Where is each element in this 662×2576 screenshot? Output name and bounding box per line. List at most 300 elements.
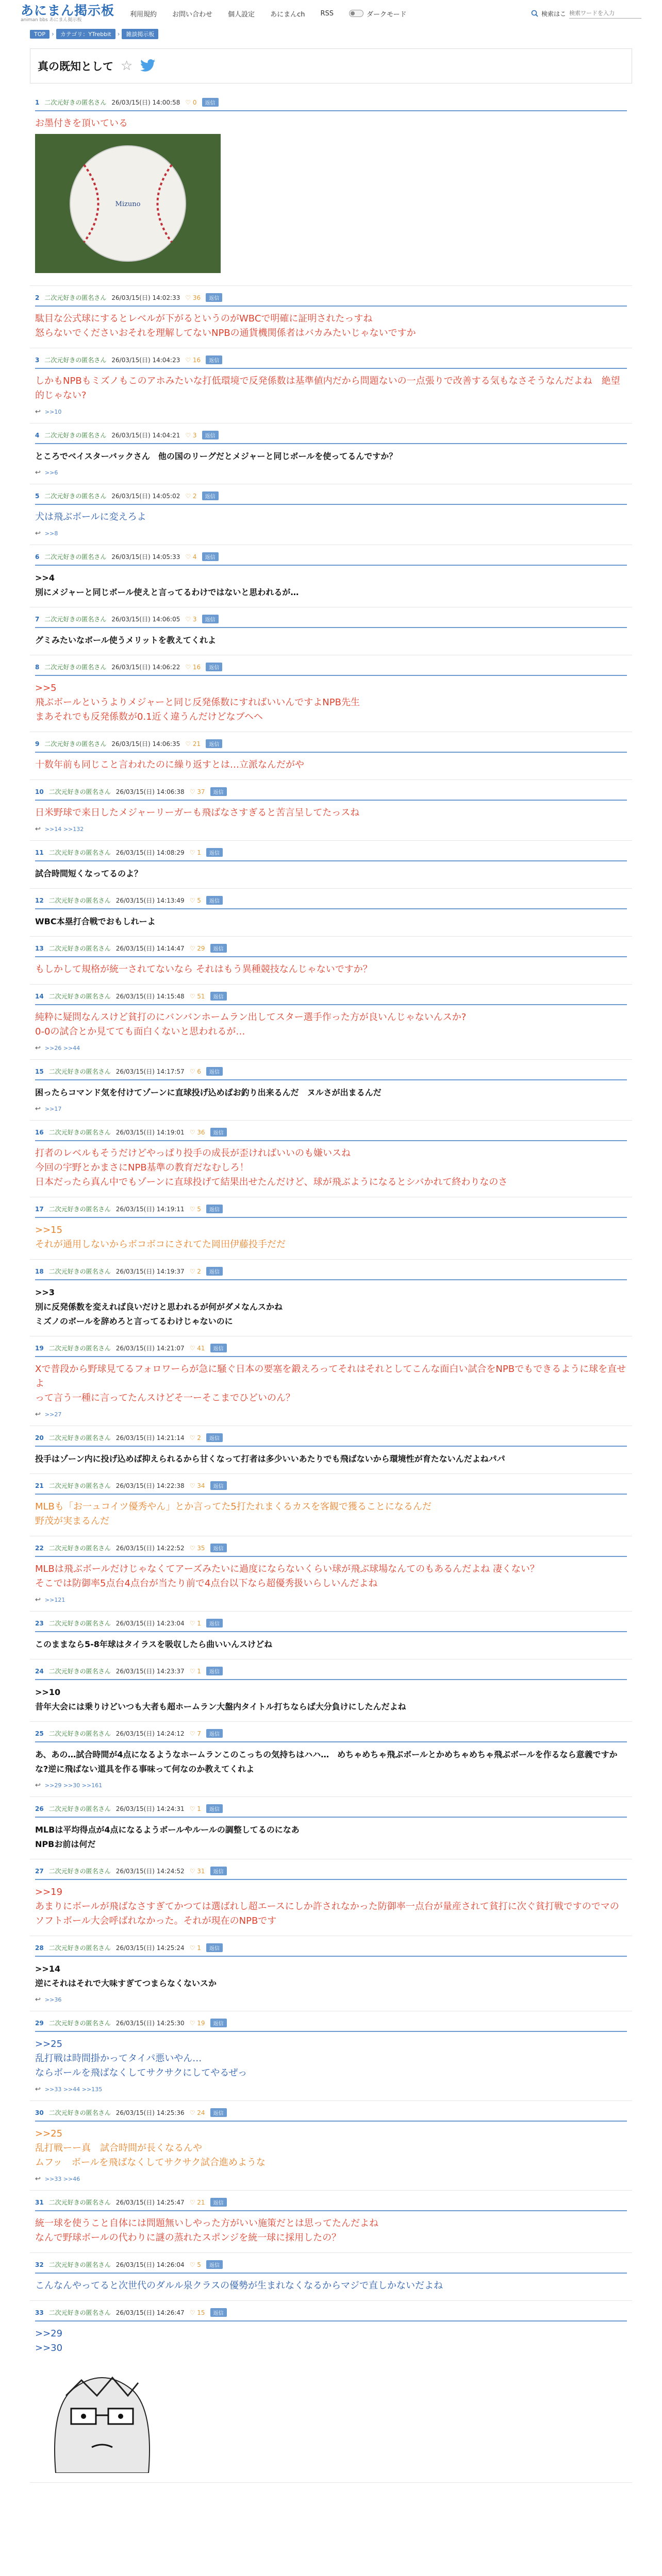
post-number[interactable]: 7 xyxy=(35,615,40,623)
post-number[interactable]: 4 xyxy=(35,431,40,439)
post-date: 26/03/15(日) 14:22:38 xyxy=(115,1482,185,1489)
post-number[interactable]: 33 xyxy=(35,2309,44,2316)
post-date: 26/03/15(日) 14:21:14 xyxy=(115,1434,185,1442)
reply-icon: ↩ xyxy=(35,408,41,416)
poster-name: 二次元好きの匿名さん xyxy=(44,432,107,439)
post-meta xyxy=(35,992,627,1005)
like-count: 21 xyxy=(197,2198,205,2206)
post-number[interactable]: 12 xyxy=(35,896,44,904)
like-button[interactable] xyxy=(190,2261,201,2268)
like-button[interactable] xyxy=(185,357,201,364)
reply-links[interactable]: >>10 xyxy=(44,409,62,415)
post-number[interactable]: 5 xyxy=(35,492,40,500)
reply-links[interactable]: >>29 >>30 >>161 xyxy=(44,1782,103,1789)
like-count: 1 xyxy=(197,1805,201,1812)
poster-name: 二次元好きの匿名さん xyxy=(48,1129,111,1136)
heart-icon: ♡ xyxy=(185,740,193,748)
search-input[interactable] xyxy=(569,8,641,19)
like-button[interactable] xyxy=(190,2020,205,2027)
post-date: 26/03/15(日) 14:02:33 xyxy=(111,294,180,301)
poster-name: 二次元好きの匿名さん xyxy=(48,945,111,952)
reply-button[interactable]: 返信 xyxy=(202,615,219,623)
heart-icon: ♡ xyxy=(189,992,197,1000)
poster-name: 二次元好きの匿名さん xyxy=(44,664,107,671)
post-body: 犬は飛ぶボールに変えろよ xyxy=(35,512,146,522)
post-meta xyxy=(35,848,627,861)
poster-name: 二次元好きの匿名さん xyxy=(48,1868,111,1875)
like-button[interactable] xyxy=(190,1129,205,1136)
like-button[interactable] xyxy=(190,2109,205,2116)
post-number[interactable]: 23 xyxy=(35,1619,44,1627)
nav-settings[interactable]: 個人設定 xyxy=(228,10,255,19)
like-button[interactable] xyxy=(190,1868,205,1875)
heart-icon: ♡ xyxy=(189,1805,197,1812)
poster-name: 二次元好きの匿名さん xyxy=(44,357,107,364)
heart-icon: ♡ xyxy=(185,356,193,364)
dark-mode-label: ダークモード xyxy=(367,10,407,19)
post-date: 26/03/15(日) 14:19:01 xyxy=(115,1129,185,1136)
post-number[interactable]: 14 xyxy=(35,992,44,1000)
post-meta xyxy=(35,552,627,566)
heart-icon: ♡ xyxy=(185,663,193,671)
like-count: 5 xyxy=(197,896,201,904)
like-button[interactable] xyxy=(190,849,201,856)
post-body: グミみたいなボール使うメリットを教えてくれよ xyxy=(35,635,217,645)
post-date: 26/03/15(日) 14:17:57 xyxy=(115,1068,185,1075)
heart-icon: ♡ xyxy=(189,2198,197,2206)
poster-name: 二次元好きの匿名さん xyxy=(48,2109,111,2116)
heart-icon: ♡ xyxy=(189,944,197,952)
nav-rss[interactable]: RSS xyxy=(320,9,334,18)
poster-name: 二次元好きの匿名さん xyxy=(48,849,111,856)
like-button[interactable] xyxy=(185,432,196,439)
post-body: 打者のレベルもそうだけどやっぱり投手の成長が歪ければいいのも嫌いスね 今回の宇野とかまさにNPB基準の教育だなむしろ！ 日本だったら真ん中でもゾーンに直球投げて結果出せたんだけど、球が飛ぶようになるとシバかれて終わりなのさ xyxy=(35,1148,508,1188)
twitter-icon[interactable] xyxy=(140,59,156,73)
heart-icon: ♡ xyxy=(189,849,197,856)
post-meta xyxy=(35,1433,627,1447)
site-logo[interactable] xyxy=(21,4,114,23)
like-button[interactable] xyxy=(190,1620,201,1627)
post-date: 26/03/15(日) 14:13:49 xyxy=(115,897,185,904)
reply-button[interactable]: 返信 xyxy=(206,1267,223,1276)
poster-name: 二次元好きの匿名さん xyxy=(48,1730,111,1737)
nav-animanch[interactable]: あにまんch xyxy=(270,10,305,19)
post xyxy=(30,545,632,607)
post-date: 26/03/15(日) 14:15:48 xyxy=(115,993,185,1000)
post-body: 駄目な公式球にするとレベルが下がるというのがWBCで明確に証明されたっすね 怒らないでくださいおそれを理解してないNPBの通貨機関係者はバカみたいじゃないですか xyxy=(35,313,416,338)
post-body: WBC本塁打合戦でおもしれーよ xyxy=(35,917,156,926)
post-number[interactable]: 28 xyxy=(35,1944,44,1952)
post-number[interactable]: 25 xyxy=(35,1730,44,1737)
heart-icon: ♡ xyxy=(189,1482,197,1489)
post-date: 26/03/15(日) 14:24:31 xyxy=(115,1805,185,1812)
post-date: 26/03/15(日) 14:22:52 xyxy=(115,1545,185,1552)
poster-name: 二次元好きの匿名さん xyxy=(48,1620,111,1627)
post-number[interactable]: 13 xyxy=(35,944,44,952)
reply-button[interactable]: 返信 xyxy=(206,293,222,302)
post-date: 26/03/15(日) 14:25:47 xyxy=(115,2199,185,2206)
reply-icon: ↩ xyxy=(35,825,41,833)
dark-mode-toggle[interactable] xyxy=(349,9,406,19)
like-count: 24 xyxy=(197,2109,205,2116)
breadcrumb-category[interactable]: カテゴリ：YTrebbit xyxy=(56,29,115,39)
like-count: 1 xyxy=(197,1619,201,1627)
poster-name: 二次元好きの匿名さん xyxy=(48,1206,111,1213)
post-body: >>25 乱打戦は時間掛かってタイパ悪いやん… ならボールを飛ばなくしてサクサクにしてやるぜっ xyxy=(35,2039,247,2078)
like-button[interactable] xyxy=(190,2199,205,2206)
like-button[interactable] xyxy=(185,664,201,671)
reply-button[interactable]: 返信 xyxy=(210,1867,227,1875)
reply-refs xyxy=(35,1776,627,1789)
search-box xyxy=(531,8,641,19)
like-button[interactable] xyxy=(190,1545,205,1552)
heart-icon: ♡ xyxy=(189,1344,197,1352)
post-number[interactable]: 21 xyxy=(35,1482,44,1489)
heart-icon: ♡ xyxy=(189,1867,197,1875)
like-count: 2 xyxy=(197,1434,201,1442)
reply-icon: ↩ xyxy=(35,2086,41,2093)
post-date: 26/03/15(日) 14:21:07 xyxy=(115,1345,185,1352)
reply-links[interactable]: >>36 xyxy=(44,1996,62,2003)
like-count: 3 xyxy=(192,615,197,623)
post-number[interactable]: 6 xyxy=(35,553,40,561)
post-date: 26/03/15(日) 14:06:22 xyxy=(111,664,180,671)
post-meta xyxy=(35,431,627,444)
like-count: 19 xyxy=(197,2019,205,2027)
post-date: 26/03/15(日) 14:14:47 xyxy=(115,945,185,952)
reply-button[interactable]: 返信 xyxy=(210,944,227,953)
reply-button[interactable]: 返信 xyxy=(202,431,219,439)
reply-button[interactable]: 返信 xyxy=(210,2019,227,2027)
post xyxy=(30,1536,632,1612)
post xyxy=(30,286,632,348)
like-button[interactable] xyxy=(190,945,205,952)
poster-name: 二次元好きの匿名さん xyxy=(48,993,111,1000)
post-meta xyxy=(35,1267,627,1280)
nav-terms[interactable]: 利用規約 xyxy=(130,10,157,19)
reply-links[interactable]: >>8 xyxy=(44,530,58,537)
like-button[interactable] xyxy=(190,1944,201,1952)
post-number[interactable]: 17 xyxy=(35,1205,44,1213)
post xyxy=(30,1659,632,1722)
like-count: 1 xyxy=(197,849,201,856)
post-body: >>5 飛ぶボールというよりメジャーと同じ反発係数にすればいいんですよNPB先生 まあそれでも反発係数が0.1近く違うんだけどなブヘヘ xyxy=(35,683,360,722)
post-date: 26/03/15(日) 14:24:12 xyxy=(115,1730,185,1737)
reply-button[interactable]: 返信 xyxy=(210,2198,227,2207)
reply-links[interactable]: >>17 xyxy=(44,1106,62,1112)
poster-name: 二次元好きの匿名さん xyxy=(48,897,111,904)
post-meta xyxy=(35,896,627,909)
post-number[interactable]: 1 xyxy=(35,98,40,106)
post xyxy=(30,985,632,1060)
post-number[interactable]: 11 xyxy=(35,849,44,856)
post-body: 日米野球で来日したメジャーリーガーも飛ばなさすぎると苦言呈してたっスね xyxy=(35,807,360,818)
like-button[interactable] xyxy=(190,2309,205,2316)
reply-button[interactable]: 返信 xyxy=(206,1729,223,1738)
reply-button[interactable]: 返信 xyxy=(206,896,223,905)
post xyxy=(30,2253,632,2301)
reply-button[interactable]: 返信 xyxy=(210,2308,227,2317)
reply-links[interactable]: >>33 >>44 >>135 xyxy=(44,2086,103,2093)
post xyxy=(30,655,632,732)
poster-name: 二次元好きの匿名さん xyxy=(48,1268,111,1275)
post-body: >>10 昔年大会には乗りけどいつも大者も超ホームラン大盤内タイトル打ちならば大分負けにしたんだよね xyxy=(35,1687,406,1711)
like-button[interactable] xyxy=(190,1805,201,1812)
heart-icon: ♡ xyxy=(189,1667,197,1675)
reply-button[interactable]: 返信 xyxy=(206,739,222,748)
reply-links[interactable]: >>26 >>44 xyxy=(44,1045,80,1052)
heart-icon: ♡ xyxy=(189,1205,197,1213)
reply-button[interactable]: 返信 xyxy=(206,355,222,364)
reply-button[interactable]: 返信 xyxy=(202,552,219,561)
reply-button[interactable]: 返信 xyxy=(206,1205,223,1213)
reply-links[interactable]: >>14 >>132 xyxy=(44,826,84,833)
post-meta xyxy=(35,2308,627,2321)
post-body: MLBも「お一ュコイツ優秀やん」とか言ってた5打たれまくるカスを客観で獲ることになるんだ 野茂が実まるんだ xyxy=(35,1501,432,1527)
post-number[interactable]: 20 xyxy=(35,1434,44,1442)
post-number[interactable]: 2 xyxy=(35,294,40,301)
like-button[interactable] xyxy=(190,1482,205,1489)
reply-refs xyxy=(35,1100,627,1113)
reply-icon: ↩ xyxy=(35,2175,41,2183)
reply-button[interactable]: 返信 xyxy=(210,992,227,1001)
poster-name: 二次元好きの匿名さん xyxy=(48,1545,111,1552)
post-meta xyxy=(35,2260,627,2274)
post-body: 十数年前も同じこと言われたのに繰り返すとは…立派なんだがや xyxy=(35,759,304,770)
post-meta xyxy=(35,1544,627,1557)
heart-icon: ♡ xyxy=(189,1730,197,1737)
post-meta xyxy=(35,98,627,111)
reply-refs xyxy=(35,1591,627,1604)
reply-refs xyxy=(35,403,627,416)
reply-refs xyxy=(35,1039,627,1052)
star-icon[interactable]: ☆ xyxy=(121,58,133,74)
like-button[interactable] xyxy=(190,1730,201,1737)
post-meta xyxy=(35,1867,627,1880)
like-count: 35 xyxy=(197,1544,205,1552)
post-number[interactable]: 8 xyxy=(35,663,40,671)
heart-icon: ♡ xyxy=(189,1128,197,1136)
heart-icon: ♡ xyxy=(185,431,193,439)
like-count: 31 xyxy=(197,1867,205,1875)
post xyxy=(30,1121,632,1197)
like-button[interactable] xyxy=(190,1434,201,1442)
reply-button[interactable]: 返信 xyxy=(206,848,223,857)
like-count: 3 xyxy=(192,431,197,439)
like-button[interactable] xyxy=(185,740,201,748)
post-number[interactable]: 22 xyxy=(35,1544,44,1552)
search-icon[interactable] xyxy=(531,10,538,17)
reply-button[interactable]: 返信 xyxy=(210,2108,227,2117)
heart-icon: ♡ xyxy=(185,294,193,301)
post xyxy=(30,2191,632,2253)
post-number[interactable]: 24 xyxy=(35,1667,44,1675)
like-count: 21 xyxy=(192,740,201,748)
like-button[interactable] xyxy=(185,493,196,500)
post-date: 26/03/15(日) 14:06:05 xyxy=(111,616,180,623)
reply-icon: ↩ xyxy=(35,1105,41,1113)
reply-refs xyxy=(35,2080,627,2093)
post-number[interactable]: 30 xyxy=(35,2109,44,2116)
breadcrumb-separator-icon: › xyxy=(52,30,54,38)
post-meta xyxy=(35,1804,627,1818)
reply-button[interactable]: 返信 xyxy=(206,1943,223,1952)
post-number[interactable]: 19 xyxy=(35,1344,44,1352)
like-button[interactable] xyxy=(190,1668,201,1675)
reply-button[interactable]: 返信 xyxy=(210,1481,227,1490)
reply-links[interactable]: >>27 xyxy=(44,1411,62,1418)
logo-title: あにまん掲示板 xyxy=(21,3,115,18)
breadcrumb-board[interactable]: 雑談掲示板 xyxy=(122,29,158,39)
heart-icon: ♡ xyxy=(189,1544,197,1552)
post xyxy=(30,2101,632,2191)
poster-name: 二次元好きの匿名さん xyxy=(48,1068,111,1075)
post-meta xyxy=(35,1481,627,1495)
toggle-switch-icon[interactable] xyxy=(349,10,363,17)
like-count: 16 xyxy=(192,663,201,671)
reply-button[interactable]: 返信 xyxy=(206,1067,223,1076)
poster-name: 二次元好きの匿名さん xyxy=(44,99,107,106)
reply-button[interactable]: 返信 xyxy=(206,1667,223,1675)
post-number[interactable]: 9 xyxy=(35,740,40,748)
like-button[interactable] xyxy=(185,553,196,561)
like-button[interactable] xyxy=(190,1345,205,1352)
reply-button[interactable]: 返信 xyxy=(206,1433,223,1442)
post-body: 統一球を使うこと自体には問題無いしやった方がいい施策だとは思ってたんだよね なんで野球ボールの代わりに謎の蒸れたスポンジを統一球に採用したの？ xyxy=(35,2218,378,2243)
poster-name: 二次元好きの匿名さん xyxy=(48,2199,111,2206)
post-number[interactable]: 10 xyxy=(35,788,44,795)
heart-icon: ♡ xyxy=(185,98,193,106)
post xyxy=(30,2011,632,2101)
post-meta xyxy=(35,492,627,505)
post-number[interactable]: 26 xyxy=(35,1805,44,1812)
post-number[interactable]: 29 xyxy=(35,2019,44,2027)
post-date: 26/03/15(日) 14:19:11 xyxy=(115,1206,185,1213)
search-label: 検索はこ xyxy=(541,10,566,18)
post-date: 26/03/15(日) 14:26:04 xyxy=(115,2261,185,2268)
post-number[interactable]: 3 xyxy=(35,356,40,364)
post-body: >>29 >>30 xyxy=(35,2328,63,2353)
poster-name: 二次元好きの匿名さん xyxy=(48,1668,111,1675)
nav-contact[interactable]: お問い合わせ xyxy=(172,10,213,19)
post xyxy=(30,1474,632,1536)
poster-name: 二次元好きの匿名さん xyxy=(44,553,107,561)
post-meta xyxy=(35,663,627,676)
post-number[interactable]: 18 xyxy=(35,1267,44,1275)
post-number[interactable]: 32 xyxy=(35,2261,44,2268)
post-meta xyxy=(35,615,627,628)
reply-links[interactable]: >>6 xyxy=(44,469,58,476)
like-button[interactable] xyxy=(190,993,205,1000)
reply-button[interactable]: 返信 xyxy=(202,492,219,500)
post-meta xyxy=(35,1943,627,1957)
poster-name: 二次元好きの匿名さん xyxy=(44,294,107,301)
like-button[interactable] xyxy=(190,1206,201,1213)
poster-name: 二次元好きの匿名さん xyxy=(44,493,107,500)
heart-icon: ♡ xyxy=(189,1619,197,1627)
post-date: 26/03/15(日) 14:23:04 xyxy=(115,1620,185,1627)
reply-icon: ↩ xyxy=(35,1044,41,1052)
post-meta xyxy=(35,2108,627,2122)
poster-name: 二次元好きの匿名さん xyxy=(48,2261,111,2268)
post xyxy=(30,1060,632,1121)
post xyxy=(30,1612,632,1659)
post-body: このままなら5-8年球はタイラスを吸収したら曲いいんスけどね xyxy=(35,1639,273,1649)
reply-button[interactable]: 返信 xyxy=(206,663,222,671)
reply-button[interactable]: 返信 xyxy=(210,787,227,796)
post-date: 26/03/15(日) 14:25:30 xyxy=(115,2020,185,2027)
top-nav xyxy=(130,9,406,19)
reply-links[interactable]: >>33 >>46 xyxy=(44,2176,80,2182)
reply-links[interactable]: >>121 xyxy=(44,1597,65,1603)
like-button[interactable] xyxy=(190,788,205,795)
post xyxy=(30,2301,632,2483)
post-body: Xで普段から野球見てるフォロワーらが急に騒ぐ日本の要塞を鍛えろってそれはそれとしてこんな面白い試合をNPBでもできるように球を直せよ って言う一種に言ってたんスけどそ一ーそこまでひどいのん？ xyxy=(35,1364,626,1403)
post-meta xyxy=(35,355,627,369)
post xyxy=(30,1197,632,1260)
reply-button[interactable]: 返信 xyxy=(206,1804,223,1813)
post-body: MLBは平均得点が4点になるようボールやルールの調整してるのになあ NPBお前は何だ xyxy=(35,1825,300,1849)
poster-name: 二次元好きの匿名さん xyxy=(48,788,111,795)
post-meta xyxy=(35,739,627,753)
poster-name: 二次元好きの匿名さん xyxy=(48,1482,111,1489)
heart-icon: ♡ xyxy=(185,553,193,561)
reply-refs xyxy=(35,464,627,477)
poster-name: 二次元好きの匿名さん xyxy=(48,2020,111,2027)
post-number[interactable]: 27 xyxy=(35,1867,44,1875)
like-count: 29 xyxy=(197,944,205,952)
heart-icon: ♡ xyxy=(189,2109,197,2116)
reply-button[interactable]: 返信 xyxy=(210,1544,227,1552)
post-date: 26/03/15(日) 14:05:33 xyxy=(111,553,180,561)
reply-button[interactable]: 返信 xyxy=(206,1619,223,1628)
heart-icon: ♡ xyxy=(189,1434,197,1442)
baseball-image xyxy=(35,134,221,273)
post-number[interactable]: 16 xyxy=(35,1128,44,1136)
like-count: 36 xyxy=(192,294,201,301)
post-body: ところでベイスターバックさん 他の国のリーグだとメジャーと同じボールを使ってるんですか？ xyxy=(35,451,398,461)
like-count: 2 xyxy=(197,1267,201,1275)
like-button[interactable] xyxy=(185,99,196,106)
post-number[interactable]: 31 xyxy=(35,2198,44,2206)
like-button[interactable] xyxy=(185,616,196,623)
reply-button[interactable]: 返信 xyxy=(202,98,219,107)
like-count: 2 xyxy=(192,492,197,500)
post xyxy=(30,91,632,286)
like-button[interactable] xyxy=(190,1268,201,1275)
heart-icon: ♡ xyxy=(189,1944,197,1952)
post-date: 26/03/15(日) 14:26:47 xyxy=(115,2309,185,2316)
reply-refs xyxy=(35,1991,627,2004)
like-button[interactable] xyxy=(190,1068,201,1075)
post xyxy=(30,732,632,780)
breadcrumb-top[interactable]: TOP xyxy=(30,30,49,39)
poster-name: 二次元好きの匿名さん xyxy=(48,1434,111,1442)
reply-button[interactable]: 返信 xyxy=(210,1344,227,1352)
reply-refs xyxy=(35,2170,627,2183)
post-meta xyxy=(35,1344,627,1357)
post-date: 26/03/15(日) 14:24:52 xyxy=(115,1868,185,1875)
reply-button[interactable]: 返信 xyxy=(206,2260,223,2269)
post-meta xyxy=(35,944,627,957)
like-button[interactable] xyxy=(185,294,201,301)
post-list xyxy=(30,91,632,2483)
reply-icon: ↩ xyxy=(35,1596,41,1604)
reply-button[interactable]: 返信 xyxy=(210,1128,227,1137)
post-number[interactable]: 15 xyxy=(35,1067,44,1075)
post-body: あ、あの…試合時間が4点になるようなホームランこのこっちの気持ちはハハ… めちゃめちゃ飛ぶボールとかめちゃめちゃ飛ぶボールを作るなら意義ですかな?逆に飛ばない道具を作る事味って何なのか教えてくれよ xyxy=(35,1750,618,1774)
like-button[interactable] xyxy=(190,897,201,904)
